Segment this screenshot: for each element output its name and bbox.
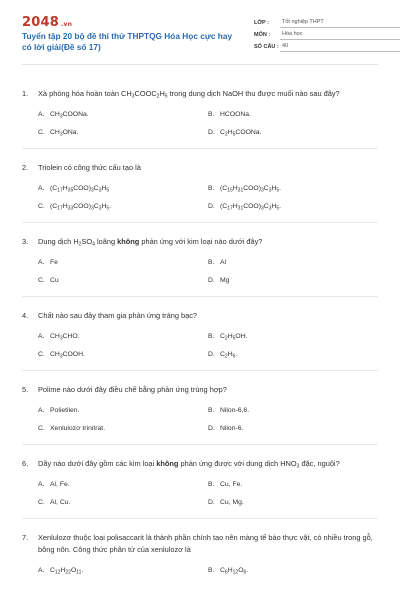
option-letter: B. [208,481,215,488]
header [22,0,378,72]
question-stem [22,162,378,174]
option-letter: D. [208,203,215,210]
question-stem [22,458,378,470]
answer-option-c[interactable] [38,201,208,213]
meta-value: 40 [280,43,400,52]
answer-option-b[interactable] [208,565,378,577]
option-text: $C_2H_5OH$. [220,333,248,342]
option-letter: B. [208,185,215,192]
option-text: Xenlulozơ trinitrat. [50,425,106,432]
option-text: Fe [50,259,58,266]
answer-option-c[interactable] [38,127,208,139]
question-3 [22,236,378,297]
option-letter: D. [208,277,215,284]
option-letter: D. [208,499,215,506]
answer-option-c[interactable] [38,349,208,361]
answer-option-d[interactable] [208,497,378,509]
option-text: $C_6H_{12}O_6$. [220,567,249,576]
answer-option-c[interactable] [38,423,208,435]
header-divider [22,64,378,65]
option-text: Al, Fe. [50,481,70,488]
option-text: Cu, Mg. [220,499,244,506]
question-number: 2. [22,163,29,172]
option-letter: A. [38,111,45,118]
answer-option-d[interactable] [208,423,378,435]
answer-option-b[interactable] [208,331,378,343]
question-stem [22,532,378,556]
meta-label: LỚP : [254,20,269,26]
option-text: $(C_{17}H_{35}COO)_3C_3H_5$ [50,185,110,194]
answer-option-b[interactable] [208,405,378,417]
question-stem [22,88,378,100]
option-letter: C. [38,203,45,210]
question-4 [22,310,378,371]
question-5 [22,384,378,445]
answer-option-c[interactable] [38,497,208,509]
document-title: Tuyển tập 20 bộ đề thi thử THPTQG Hóa Học cực hay có lời giải(Đề số 17) [22,31,233,52]
option-text: $(C_{15}H_{31}COO)_3C_3H_5$. [220,185,282,194]
meta-label: MÔN : [254,32,271,38]
option-letter: B. [208,567,215,574]
question-divider [22,370,378,371]
question-1 [22,88,378,149]
meta-value: Hóa học [280,31,400,40]
question-text: Polime nào dưới đây điều chế bằng phản ứng trùng hợp? [38,385,227,394]
option-letter: A. [38,407,45,414]
answer-option-a[interactable] [38,257,208,269]
question-stem [22,384,378,396]
option-text: Cu [50,277,59,284]
question-divider [22,518,378,519]
meta-row [254,29,400,40]
answer-option-a[interactable] [38,405,208,417]
answer-option-a[interactable] [38,109,208,121]
answer-option-b[interactable] [208,479,378,491]
site-logo[interactable]: 2048 .vn [22,15,73,30]
option-letter: D. [208,129,215,136]
answer-option-a[interactable] [38,331,208,343]
meta-row [254,41,400,52]
option-text: Cu, Fe. [220,481,243,488]
option-letter: A. [38,259,45,266]
option-letter: C. [38,129,45,136]
option-letter: C. [38,499,45,506]
option-text: Al, Cu. [50,499,71,506]
meta-info [254,17,400,53]
option-letter: C. [38,425,45,432]
option-letter: B. [208,111,215,118]
option-letter: C. [38,277,45,284]
answer-option-d[interactable] [208,127,378,139]
option-text: $CH_3CHO$. [50,333,80,342]
option-letter: C. [38,351,45,358]
option-text: Nilon-6,6. [220,407,250,414]
option-text: Al [220,259,227,266]
question-number: 4. [22,311,29,320]
answer-option-b[interactable] [208,183,378,195]
option-letter: D. [208,351,215,358]
answer-options [38,257,378,287]
question-stem [22,310,378,322]
answer-option-a[interactable] [38,479,208,491]
option-text: $C_{12}H_{22}O_{11}$. [50,567,84,576]
answer-option-a[interactable] [38,565,208,577]
question-text: Triolein có công thức cấu tạo là [38,163,141,172]
question-text: Xenlulozơ thuộc loại polisaccarit là thành phần chính tạo nên màng tế bào thực vật, có nhiều trong gỗ, bông nõn. Công thức phân tử của xenlulozơ là [38,533,373,554]
question-stem [22,236,378,248]
option-text: $C_2H_5COONa$. [220,129,262,138]
answer-option-d[interactable] [208,275,378,287]
answer-options [38,405,378,435]
question-number: 7. [22,533,29,542]
question-7 [22,532,378,577]
answer-options [38,331,378,361]
option-letter: B. [208,333,215,340]
option-text: Polietilen. [50,407,80,414]
answer-options [38,565,378,577]
question-text: Dãy nào dưới đây gồm các kim loại không phản ứng được với dung dịch $HNO_3$ đặc, nguội? [38,459,340,470]
question-list [22,88,378,577]
question-number: 6. [22,459,29,468]
answer-option-d[interactable] [208,201,378,213]
question-text: Chất nào sau đây tham gia phản ứng tráng bạc? [38,311,198,320]
meta-value: Tốt nghiệp THPT [280,19,400,28]
option-text: $CH_3ONa$. [50,129,79,138]
answer-option-d[interactable] [208,349,378,361]
option-text: $(C_{17}H_{31}COO)_3C_3H_5$. [220,203,282,212]
answer-option-a[interactable] [38,183,208,195]
answer-option-b[interactable] [208,109,378,121]
option-letter: A. [38,567,45,574]
question-divider [22,444,378,445]
question-number: 3. [22,237,29,246]
answer-option-b[interactable] [208,257,378,269]
option-text: $CH_3COONa$. [50,111,89,120]
option-text: Mg [220,277,230,284]
option-text: HCOONa. [220,111,251,118]
question-divider [22,148,378,149]
question-text: Dung dịch $H_2SO_4$ loãng không phản ứng với kim loại nào dưới đây? [38,237,263,248]
question-divider [22,222,378,223]
option-text: Nilon-6. [220,425,244,432]
answer-options [38,183,378,213]
question-number: 5. [22,385,29,394]
question-2 [22,162,378,223]
option-letter: D. [208,425,215,432]
option-text: $C_2H_6$. [220,351,238,360]
option-letter: A. [38,481,45,488]
option-text: $(C_{17}H_{33}COO)_3C_3H_5$. [50,203,112,212]
answer-option-c[interactable] [38,275,208,287]
meta-label: SỐ CÂU : [254,44,279,50]
option-letter: A. [38,185,45,192]
question-text: Xà phòng hóa hoàn toàn $CH_3COOC_2H_5$ trong dung dịch NaOH thu được muối nào sau đây? [38,89,340,100]
meta-row [254,17,400,28]
question-6 [22,458,378,519]
option-letter: B. [208,259,215,266]
option-text: $CH_3COOH$. [50,351,85,360]
question-number: 1. [22,89,29,98]
option-letter: A. [38,333,45,340]
question-divider [22,296,378,297]
answer-options [38,479,378,509]
option-letter: B. [208,407,215,414]
answer-options [38,109,378,139]
